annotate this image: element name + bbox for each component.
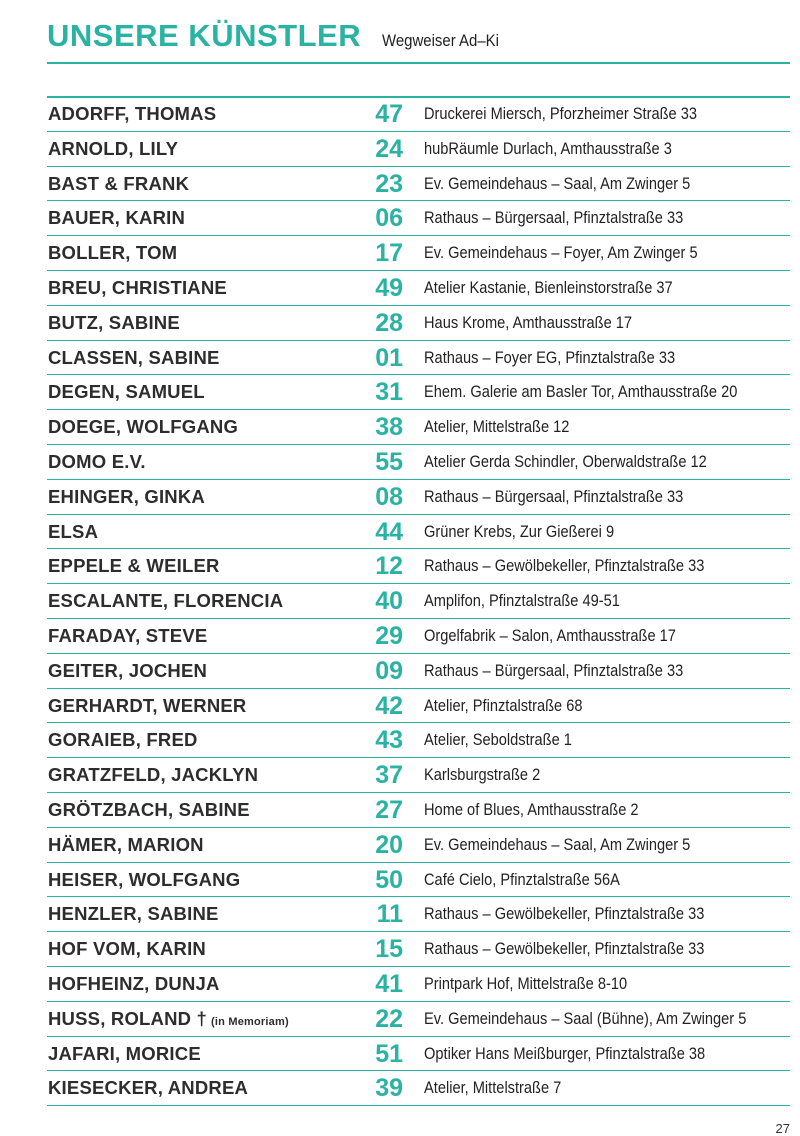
location-number: 12 — [375, 552, 403, 581]
artist-name — [48, 341, 220, 375]
location-number: 08 — [375, 482, 403, 511]
artist-name-text: HENZLER, SABINE — [48, 903, 219, 925]
artist-name-text: BREU, CHRISTIANE — [48, 276, 227, 298]
location-address: Ev. Gemeindehaus – Saal, Am Zwinger 5 — [424, 834, 691, 854]
location-address: Rathaus – Bürgersaal, Pfinztalstraße 33 — [424, 660, 684, 680]
location-number: 39 — [375, 1074, 403, 1103]
artist-name — [48, 445, 146, 479]
artist-name — [48, 863, 240, 897]
artist-name-text: HEISER, WOLFGANG — [48, 868, 241, 890]
artist-name-text: HOFHEINZ, DUNJA — [48, 972, 220, 994]
location-address: Grüner Krebs, Zur Gießerei 9 — [424, 521, 615, 541]
location-number: 50 — [375, 865, 403, 894]
artist-name — [48, 236, 177, 270]
list-item — [47, 480, 790, 515]
list-item — [47, 967, 790, 1002]
list-item — [47, 1037, 790, 1072]
artist-list — [47, 97, 790, 1106]
artist-name — [48, 828, 204, 862]
location-address: Druckerei Miersch, Pforzheimer Straße 33 — [424, 104, 697, 123]
list-item — [47, 619, 790, 654]
artist-name — [48, 97, 216, 131]
artist-name — [48, 758, 258, 792]
location-number: 49 — [375, 273, 403, 302]
artist-name-text: ARNOLD, LILY — [48, 137, 179, 159]
artist-name-text: GRATZFELD, JACKLYN — [48, 764, 259, 786]
location-number: 23 — [375, 169, 403, 198]
artist-name — [48, 410, 238, 444]
location-number: 11 — [376, 900, 403, 929]
artist-name-text: DOMO E.V. — [48, 450, 146, 472]
artist-name — [48, 271, 227, 305]
location-number: 27 — [375, 795, 403, 824]
artist-name-text: HÄMER, MARION — [48, 833, 204, 855]
location-address: Optiker Hans Meißburger, Pfinztalstraße 38 — [424, 1043, 706, 1063]
location-number: 47 — [375, 100, 403, 128]
artist-name-text: EPPELE & WEILER — [48, 555, 220, 577]
list-item — [47, 828, 790, 863]
list-item — [47, 306, 790, 341]
artist-name-text: JAFARI, MORICE — [48, 1042, 201, 1064]
location-number: 55 — [375, 447, 403, 476]
artist-name-text: GEITER, JOCHEN — [48, 659, 208, 681]
artist-name — [48, 1071, 248, 1105]
header-divider-top — [47, 62, 790, 64]
location-address: Ev. Gemeindehaus – Foyer, Am Zwinger 5 — [424, 243, 698, 263]
list-item — [47, 341, 790, 376]
list-item — [47, 1002, 790, 1037]
artist-name-text: KIESECKER, ANDREA — [48, 1077, 249, 1099]
location-number: 38 — [375, 413, 403, 442]
artist-name — [48, 932, 206, 966]
list-item — [47, 897, 790, 932]
page-subtitle: Wegweiser Ad–Ki — [381, 31, 499, 50]
artist-name — [48, 375, 205, 409]
location-number: 44 — [375, 517, 403, 546]
artist-name-text: EHINGER, GINKA — [48, 485, 205, 507]
list-item — [47, 445, 790, 480]
location-number: 20 — [375, 830, 403, 859]
page-number: 27 — [775, 1121, 790, 1136]
artist-name-text: GERHARDT, WERNER — [48, 694, 247, 716]
location-number: 17 — [375, 239, 403, 268]
location-number: 01 — [375, 343, 403, 372]
artist-name-text: FARADAY, STEVE — [48, 624, 208, 646]
memoriam-note: (in Memoriam) — [211, 1015, 289, 1028]
artist-name — [48, 1002, 289, 1040]
location-address: Printpark Hof, Mittelstraße 8-10 — [424, 973, 628, 993]
location-number: 41 — [375, 969, 403, 998]
artist-name-text: GORAIEB, FRED — [48, 729, 198, 751]
location-address: Rathaus – Bürgersaal, Pfinztalstraße 33 — [424, 208, 684, 228]
artist-name-text: ADORFF, THOMAS — [48, 103, 217, 124]
location-address: Karlsburgstraße 2 — [424, 765, 541, 785]
list-item — [47, 549, 790, 584]
artist-name — [48, 897, 219, 931]
location-address: Café Cielo, Pfinztalstraße 56A — [424, 869, 620, 889]
artist-name — [48, 167, 189, 201]
location-number: 29 — [375, 621, 403, 650]
list-item — [47, 375, 790, 410]
location-number: 09 — [375, 656, 403, 685]
artist-name — [48, 201, 185, 235]
list-item — [47, 1071, 790, 1106]
artist-name-text: DOEGE, WOLFGANG — [48, 416, 239, 438]
location-address: Atelier, Mittelstraße 12 — [424, 417, 570, 437]
artist-name-text: BAUER, KARIN — [48, 207, 186, 229]
list-item — [47, 97, 790, 132]
location-address: Rathaus – Foyer EG, Pfinztalstraße 33 — [424, 347, 676, 367]
location-number: 31 — [375, 378, 403, 407]
location-address: hubRäumle Durlach, Amthausstraße 3 — [424, 138, 672, 158]
artist-name — [48, 654, 207, 688]
location-address: Atelier Kastanie, Bienleinstorstraße 37 — [424, 277, 673, 297]
artist-name — [48, 132, 178, 166]
location-address: Atelier, Mittelstraße 7 — [424, 1078, 562, 1098]
artist-name — [48, 306, 180, 340]
artist-name — [48, 723, 198, 757]
location-number: 06 — [375, 204, 403, 233]
artist-name-text: BAST & FRANK — [48, 172, 190, 194]
list-item — [47, 723, 790, 758]
list-item — [47, 167, 790, 202]
location-address: Amplifon, Pfinztalstraße 49-51 — [424, 591, 620, 611]
location-address: Rathaus – Gewölbekeller, Pfinztalstraße 33 — [424, 939, 705, 959]
list-item — [47, 863, 790, 898]
location-number: 40 — [375, 587, 403, 616]
location-address: Home of Blues, Amthausstraße 2 — [424, 799, 639, 819]
artist-name-text: ESCALANTE, FLORENCIA — [48, 590, 284, 612]
list-item — [47, 654, 790, 689]
location-address: Atelier, Seboldstraße 1 — [424, 730, 572, 750]
location-number: 42 — [375, 691, 403, 720]
artist-name — [48, 584, 283, 618]
location-address: Ev. Gemeindehaus – Saal (Bühne), Am Zwinger 5 — [424, 1008, 747, 1028]
artist-name — [48, 689, 246, 723]
location-address: Atelier, Pfinztalstraße 68 — [424, 695, 583, 715]
list-item — [47, 932, 790, 967]
artist-name-text: HUSS, ROLAND † — [48, 1007, 208, 1029]
list-item — [47, 236, 790, 271]
artist-name — [48, 1037, 201, 1071]
artist-name-text: GRÖTZBACH, SABINE — [48, 798, 250, 820]
location-address: Rathaus – Bürgersaal, Pfinztalstraße 33 — [424, 486, 684, 506]
list-item — [47, 584, 790, 619]
list-item — [47, 410, 790, 445]
artist-name-text: HOF VOM, KARIN — [48, 938, 206, 960]
artist-name-text: CLASSEN, SABINE — [48, 346, 220, 368]
location-address: Atelier Gerda Schindler, Oberwaldstraße 12 — [424, 451, 707, 471]
artist-name-text: BOLLER, TOM — [48, 242, 178, 264]
list-item — [47, 201, 790, 236]
page-header — [47, 18, 514, 58]
artist-name — [48, 549, 220, 583]
artist-name — [48, 619, 207, 653]
location-number: 28 — [375, 308, 403, 337]
artist-name-text: DEGEN, SAMUEL — [48, 381, 205, 403]
location-number: 15 — [375, 935, 403, 964]
location-address: Haus Krome, Amthausstraße 17 — [424, 312, 633, 332]
list-item — [47, 689, 790, 724]
list-item — [47, 758, 790, 793]
location-number: 43 — [375, 726, 403, 755]
location-number: 24 — [375, 134, 403, 163]
artist-name-text: BUTZ, SABINE — [48, 311, 180, 333]
list-item — [47, 793, 790, 828]
artist-name — [48, 515, 98, 549]
list-item — [47, 271, 790, 306]
artist-name-text: ELSA — [48, 520, 99, 542]
location-number: 22 — [375, 1004, 403, 1033]
list-item — [47, 132, 790, 167]
artist-name — [48, 967, 220, 1001]
location-address: Rathaus – Gewölbekeller, Pfinztalstraße 33 — [424, 556, 705, 576]
location-address: Ev. Gemeindehaus – Saal, Am Zwinger 5 — [424, 173, 691, 193]
location-number: 37 — [375, 761, 403, 790]
location-address: Rathaus – Gewölbekeller, Pfinztalstraße 33 — [424, 904, 705, 924]
artist-name — [48, 793, 250, 827]
page-title: UNSERE KÜNSTLER — [47, 18, 362, 53]
location-address: Orgelfabrik – Salon, Amthausstraße 17 — [424, 625, 676, 645]
location-number: 51 — [375, 1039, 403, 1068]
list-item — [47, 515, 790, 550]
artist-name — [48, 480, 205, 514]
location-address: Ehem. Galerie am Basler Tor, Amthausstraße 20 — [424, 382, 738, 402]
